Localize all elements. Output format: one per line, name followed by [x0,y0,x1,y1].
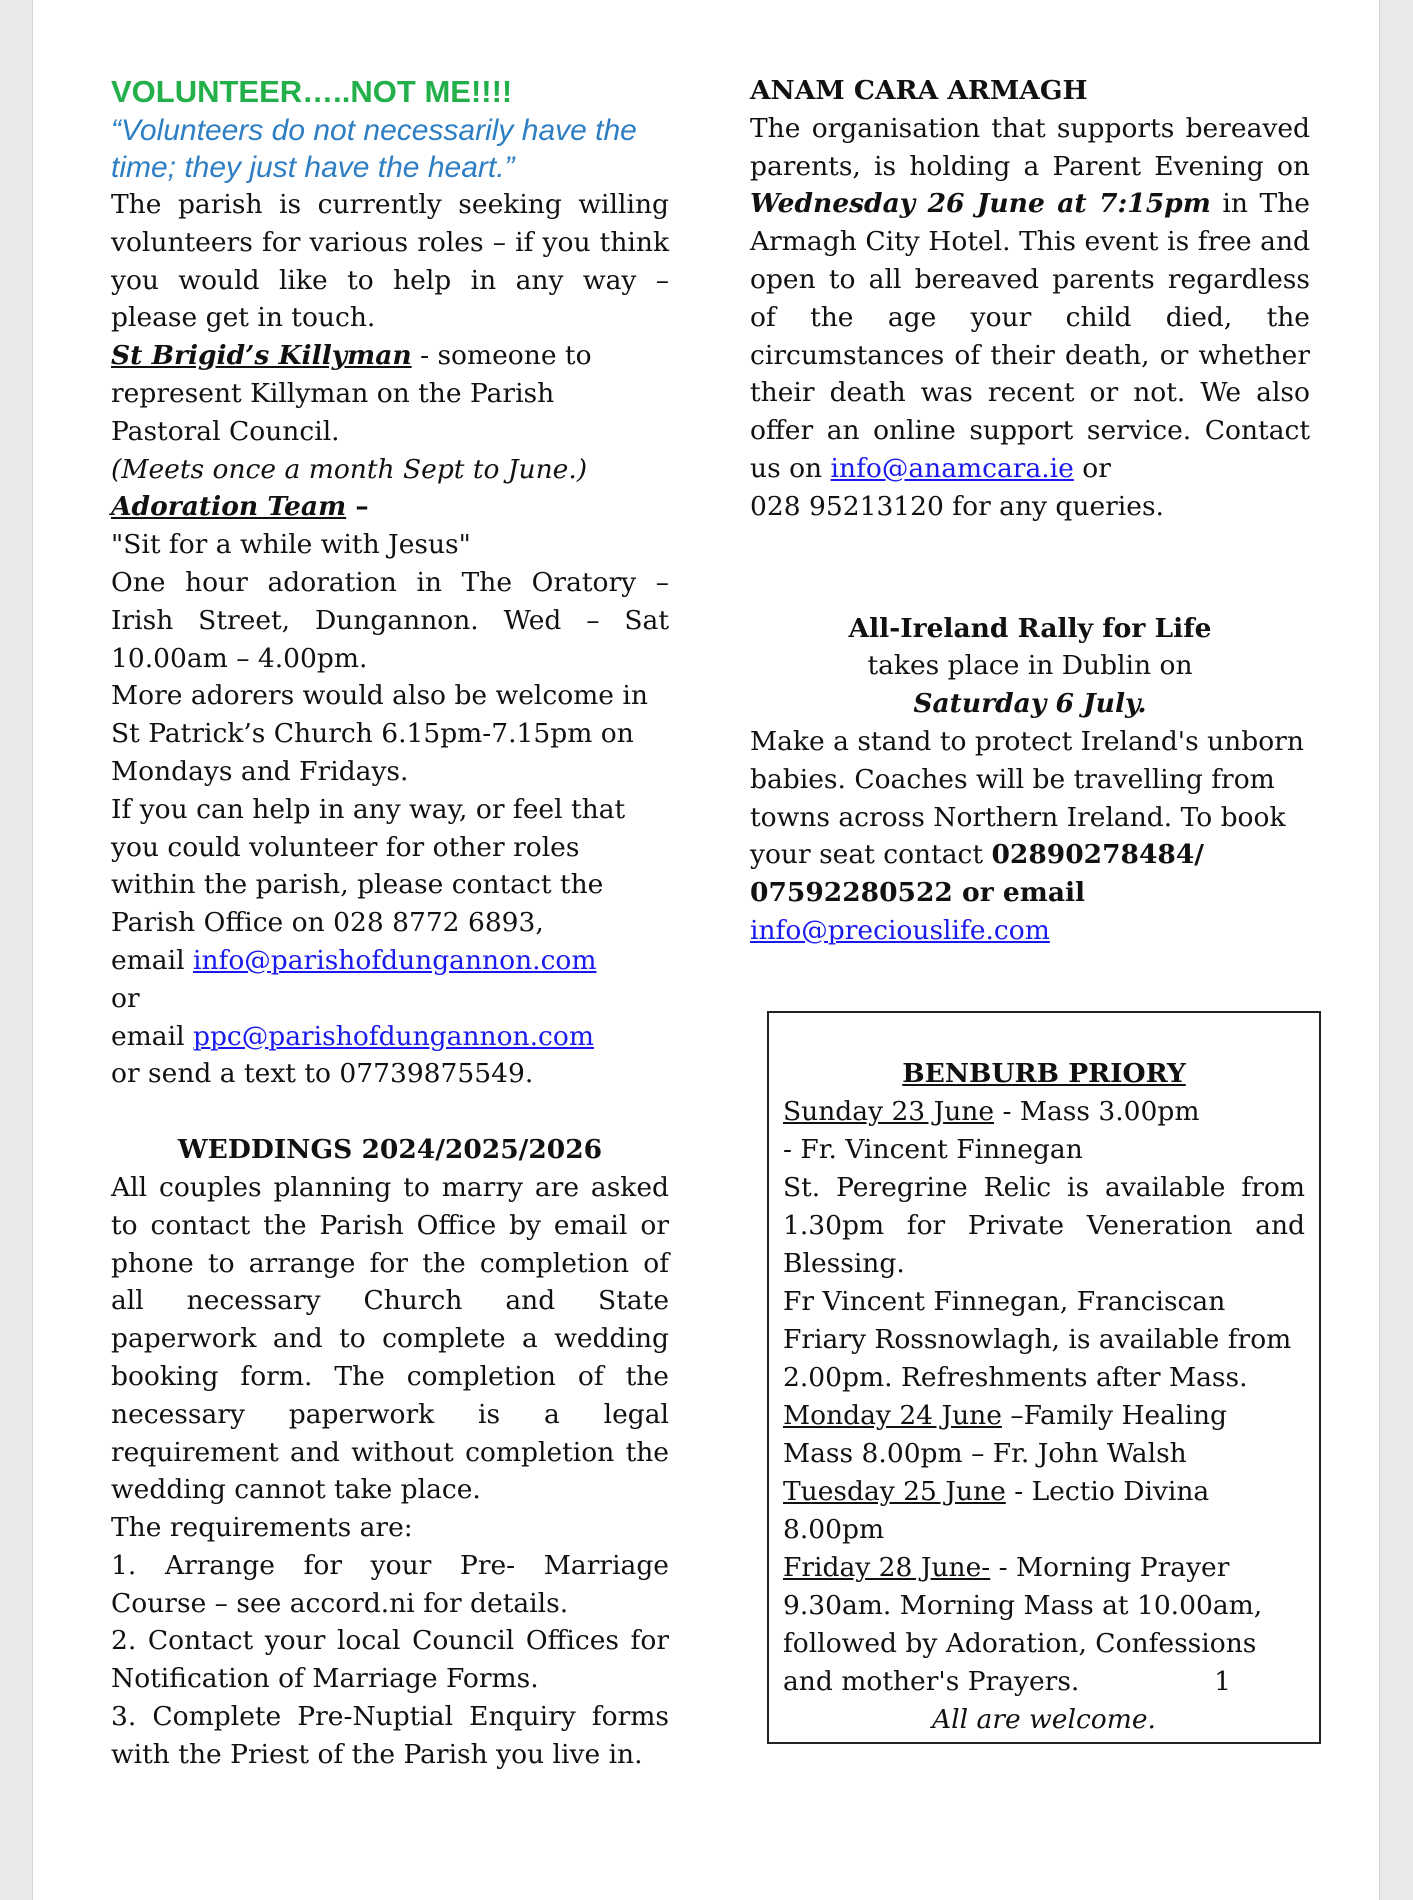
killyman-title: St Brigid’s Killyman [111,340,412,372]
tuesday-text: - Lectio Divina 8.00pm [783,1476,1210,1545]
tuesday-date: Tuesday 25 June [783,1476,1006,1507]
finnegan-text: Fr Vincent Finnegan, Franciscan Friary Rossnowlagh, is available from 2.00pm. Refreshments after Mass. [783,1286,1292,1393]
volunteer-quote: “Volunteers do not necessarily have the time; they just have the heart.” [111,114,637,184]
rally-email-line [750,912,1310,950]
left-column [111,72,669,1774]
killyman-paragraph [111,337,669,450]
adoration-dash: – [346,491,369,523]
help-text: If you can help in any way, or feel that you could volunteer for other roles within the parish, please contact the Parish Office on 028 8772 6893, [111,793,626,939]
monday-text: –Family Healing Mass 8.00pm – Fr. John Walsh [783,1400,1228,1469]
email-label: email [111,944,193,976]
adoration-quote: "Sit for a while with Jesus" [111,529,471,561]
rally-contact: 02890278484/ 07592280522 or email [750,839,1204,909]
anam-cara-body [750,110,1310,488]
anam-cara-text: or [1073,452,1111,484]
or-text: or [111,982,140,1014]
welcome-text: All are welcome. [932,1704,1156,1735]
monday-date: Monday 24 June [783,1400,1002,1431]
friday-entry [783,1549,1305,1701]
meets-note: (Meets once a month Sept to June.) [111,453,588,485]
page-number: 1 [1214,1666,1232,1697]
adoration-heading [111,488,669,526]
sunday-date: Sunday 23 June [783,1096,995,1127]
rally-heading: All-Ireland Rally for Life [848,612,1212,644]
sunday-text: - Mass 3.00pm [994,1096,1200,1127]
anam-cara-heading: ANAM CARA ARMAGH [750,75,1088,106]
anam-cara-email-link[interactable]: info@anamcara.ie [830,452,1074,484]
right-column [750,72,1310,950]
adoration-hours: One hour adoration in The Oratory – Irish Street, Dungannon. Wed – Sat 10.00am – 4.00pm. [111,566,669,674]
tuesday-entry [783,1473,1305,1549]
adoration-title: Adoration Team [111,491,347,523]
anam-cara-phone: 028 95213120 for any queries. [750,490,1164,522]
sunday-entry [783,1093,1305,1131]
requirement-1: 1. Arrange for your Pre- Marriage Course – see accord.ni for details. [111,1549,669,1619]
requirement-3: 3. Complete Pre-Nuptial Enquiry forms with the Priest of the Parish you live in. [111,1701,669,1770]
relic-text: St. Peregrine Relic is available from 1.30pm for Private Veneration and Blessing. [783,1172,1305,1279]
volunteer-heading: VOLUNTEER…..NOT ME!!!! [111,74,513,109]
rally-line: takes place in Dublin on [867,650,1193,682]
friday-date: Friday 28 June- [783,1552,991,1583]
sunday-priest: - Fr. Vincent Finnegan [783,1134,1083,1165]
benburb-heading: BENBURB PRIORY [902,1058,1186,1089]
volunteer-intro: The parish is currently seeking willing volunteers for various roles – if you think you would like to help in any way – please get in touch. [111,189,669,334]
info-email-link[interactable]: info@parishofdungannon.com [192,944,597,976]
monday-entry [783,1397,1305,1473]
requirements-intro: The requirements are: [111,1512,413,1544]
requirement-2: 2. Contact your local Council Offices for Notification of Marriage Forms. [111,1625,669,1695]
rally-body [750,723,1310,912]
benburb-priory-box [767,1011,1321,1744]
benburb-content [783,1055,1305,1739]
killyman-text: - someone to represent Killyman on the Parish Pastoral Council. [111,340,592,447]
email-line-2 [111,1018,669,1056]
rally-date: Saturday 6 July. [913,688,1147,720]
email-line-1 [111,942,669,980]
ppc-email-link[interactable]: ppc@parishofdungannon.com [192,1020,594,1052]
rally-text: Make a stand to protect Ireland's unborn babies. Coaches will be travelling from towns across Northern Ireland. To book your seat contact [750,725,1304,871]
text-line: or send a text to 07739875549. [111,1058,534,1090]
weddings-heading: WEDDINGS 2024/2025/2026 [177,1134,603,1166]
anam-cara-text: The organisation that supports bereaved parents, is holding a Parent Evening on [750,112,1310,182]
email-label: email [111,1020,193,1052]
anam-cara-text: in The Armagh City Hotel. This event is free and open to all bereaved parents regardless of the age your child died, the circumstances of their death, or whether their death was recent or not. We also offer an online support service. Contact us on [750,188,1310,484]
more-adorers: More adorers would also be welcome in St Patrick’s Church 6.15pm-7.15pm on Mondays and Fridays. [111,680,648,787]
friday-text: - Morning Prayer 9.30am. Morning Mass at 10.00am, followed by Adoration, Confessions and mother's Prayers. [783,1552,1263,1697]
weddings-body: All couples planning to marry are asked to contact the Parish Office by email or phone to arrange for the completion of all necessary Church and State paperwork and to complete a wedding booking form. The completion of the necessary paperwork is a legal requirement and without completion the wedding cannot take place. [111,1171,669,1506]
rally-email-link[interactable]: info@preciouslife.com [750,914,1050,946]
anam-cara-date: Wednesday 26 June at 7:15pm [750,188,1211,220]
